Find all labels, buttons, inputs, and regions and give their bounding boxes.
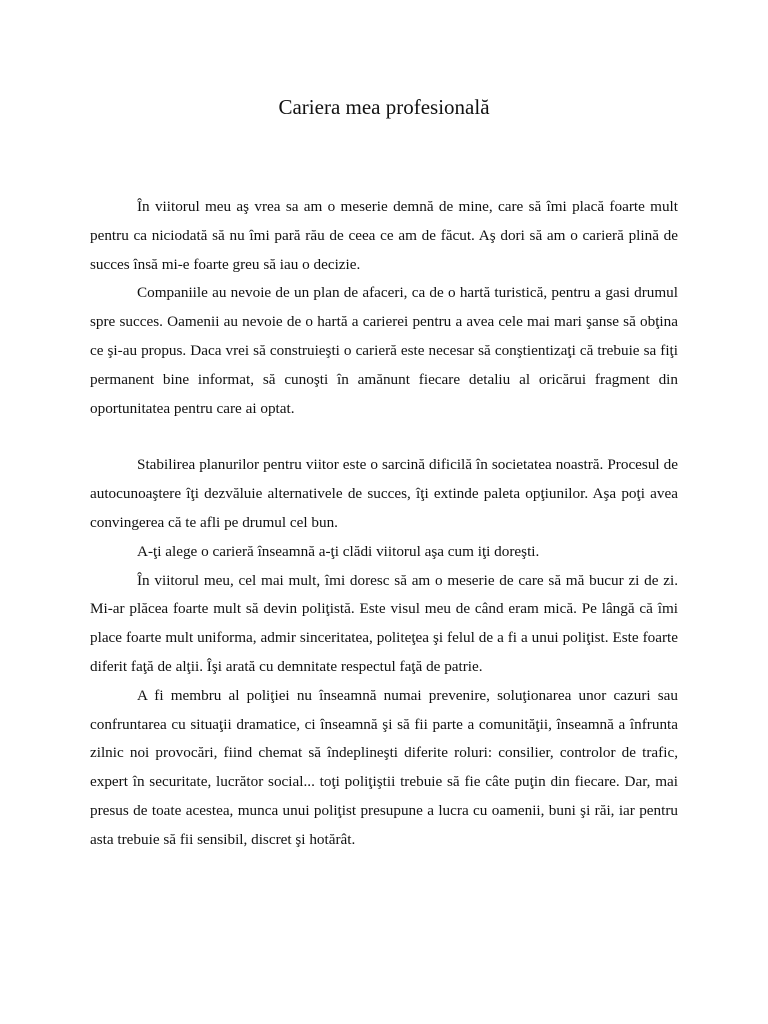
- paragraph: A fi membru al poliţiei nu înseamnă numai prevenire, soluţionarea unor cazuri sau confruntarea cu situaţii dramatice, ci înseamnă şi să fii parte a comunităţii, înseamnă a înfrunta zilnic noi provocări, fiind chemat să îndeplineşti diferite roluri: consilier, controlor de trafic, expert în securitate, lucrător social... toţi poliţiştii trebuie să fie câte puţin din fiecare. Dar, mai presus de toate acestea, munca unui poliţist presupune a lucra cu oamenii, buni şi răi, iar pentru asta trebuie să fii sensibil, discret şi hotărât.: [90, 686, 678, 848]
- paragraph: A-ţi alege o carieră înseamnă a-ţi clădi viitorul aşa cum iţi doreşti.: [137, 542, 540, 560]
- paragraph: Stabilirea planurilor pentru viitor este o sarcină dificilă în societatea noastră. Procesul de autocunoaştere îţi dezvăluie alternativele de succes, îţi extinde paleta opţiunilor. Aşa poţi avea convingerea că te afli pe drumul cel bun.: [90, 456, 678, 531]
- paragraph: În viitorul meu aş vrea sa am o meserie demnă de mine, care să îmi placă foarte mult pentru ca niciodată să nu îmi pară rău de ceea ce am de făcut. Aş dori să am o carieră plină de succes însă mi-e foarte greu să iau o decizie.: [90, 198, 678, 273]
- document-title: Cariera mea profesională: [278, 95, 490, 119]
- document-body: [90, 193, 678, 855]
- paragraph: În viitorul meu, cel mai mult, îmi doresc să am o meserie de care să mă bucur zi de zi. Mi-ar plăcea foarte mult să devin poliţistă. Este visul meu de când eram mică. Pe lângă că îmi place foarte mult uniforma, admir sinceritatea, politeţea şi felul de a fi a unui poliţist. Este foarte diferit faţă de alţii. Îşi arată cu demnitate respectul faţă de patrie.: [90, 571, 678, 675]
- paragraph: Companiile au nevoie de un plan de afaceri, ca de o hartă turistică, pentru a gasi drumul spre succes. Oamenii au nevoie de o hartă a carierei pentru a avea cele mai mari şanse să obţina ce şi-au propus. Daca vrei să construieşti o carieră este necesar să conştientizaţi că trebuie sa fiţi permanent bine informat, să cunoşti în amănunt fiecare detaliu al oricărui fragment din oportunitatea pentru care ai optat.: [90, 284, 678, 417]
- paragraph-spacer: [90, 423, 678, 451]
